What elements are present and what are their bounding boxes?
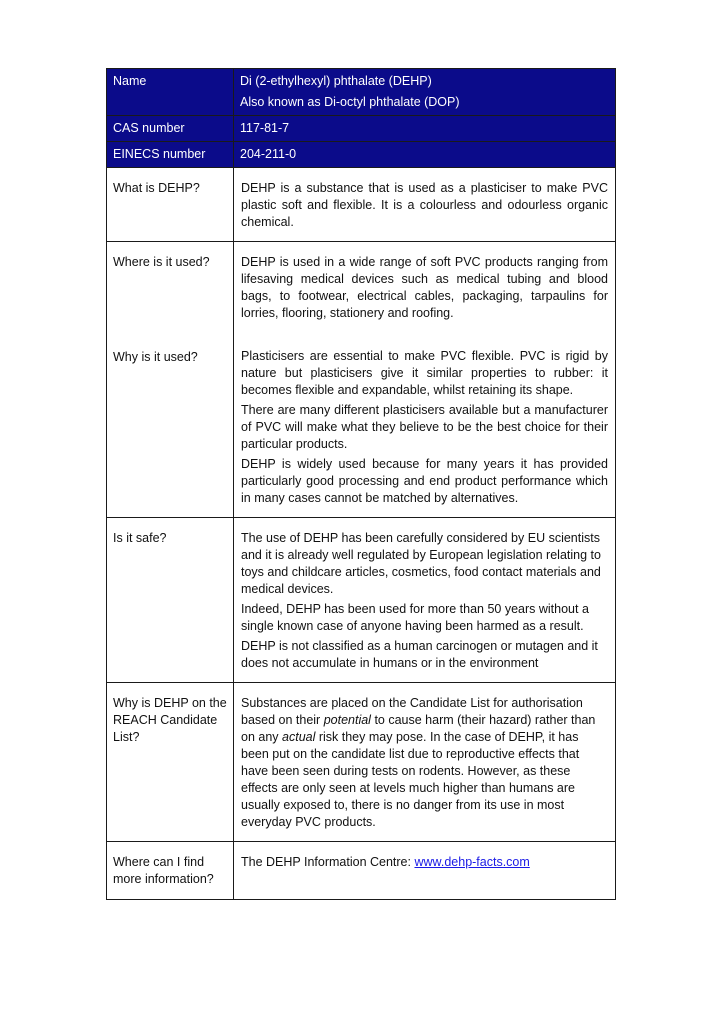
name-label: Name xyxy=(113,74,147,88)
what-row xyxy=(107,168,616,242)
dehp-fact-table xyxy=(106,68,616,900)
more-answer-prefix: The DEHP Information Centre: xyxy=(241,855,415,869)
reach-answer: Substances are placed on the Candidate List for authorisation based on their potential to cause harm (their hazard) rather than on any actual risk they may pose. In the case of DEHP, it has been put on the candidate list due to reproductive effects that have been seen during tests on rodents. However, as these effects are only seen at levels much higher than humans are usually exposed to, there is no danger from its use in most everyday PVC products. xyxy=(241,696,596,829)
safe-answer-p2: Indeed, DEHP has been used for more than 50 years without a single known case of anyone having been harmed as a result. xyxy=(241,602,589,633)
einecs-value: 204-211-0 xyxy=(240,147,297,161)
where-question: Where is it used? xyxy=(113,255,210,269)
alias-value: Also known as Di-octyl phthalate (DOP) xyxy=(240,95,460,109)
cas-label: CAS number xyxy=(113,121,185,135)
cas-value: 117-81-7 xyxy=(240,121,290,135)
safe-row xyxy=(107,518,616,683)
einecs-row xyxy=(107,142,616,168)
why-answer-p3: DEHP is widely used because for many years it has provided particularly good processing and end product performance which in many cases cannot be matched by alternatives. xyxy=(241,457,608,505)
name-row xyxy=(107,69,616,116)
why-answer-p2: There are many different plasticisers available but a manufacturer of PVC will make what they believe to be the best choice for their particular products. xyxy=(241,403,608,451)
where-why-row xyxy=(107,242,616,518)
safe-answer-p3: DEHP is not classified as a human carcinogen or mutagen and it does not accumulate in humans or in the environment xyxy=(241,639,598,670)
safe-question: Is it safe? xyxy=(113,531,167,545)
safe-answer-p1: The use of DEHP has been carefully considered by EU scientists and it is already well regulated by European legislation relating to toys and childcare articles, cosmetics, food contact materials and medical devices. xyxy=(241,531,601,596)
more-info-row xyxy=(107,842,616,900)
what-question: What is DEHP? xyxy=(113,181,200,195)
what-answer: DEHP is a substance that is used as a plasticiser to make PVC plastic soft and flexible. It is a colourless and odourless organic chemical. xyxy=(241,181,608,229)
more-question: Where can I find more information? xyxy=(113,855,214,886)
why-answer-p1: Plasticisers are essential to make PVC flexible. PVC is rigid by nature but plasticisers give it similar properties to rubber: it becomes flexible and expandable, whilst retaining its shape. xyxy=(241,349,608,397)
reach-question: Why is DEHP on the REACH Candidate List? xyxy=(113,696,227,744)
name-value: Di (2-ethylhexyl) phthalate (DEHP) xyxy=(240,74,432,88)
einecs-label: EINECS number xyxy=(113,147,206,161)
reach-row xyxy=(107,683,616,842)
cas-row xyxy=(107,116,616,142)
why-question: Why is it used? xyxy=(113,350,198,364)
dehp-facts-link[interactable]: www.dehp-facts.com xyxy=(414,855,530,869)
where-answer: DEHP is used in a wide range of soft PVC products ranging from lifesaving medical devices such as medical tubing and blood bags, to footwear, electrical cables, packaging, tarpaulins for lorries, flooring, stationery and roofing. xyxy=(241,255,608,320)
